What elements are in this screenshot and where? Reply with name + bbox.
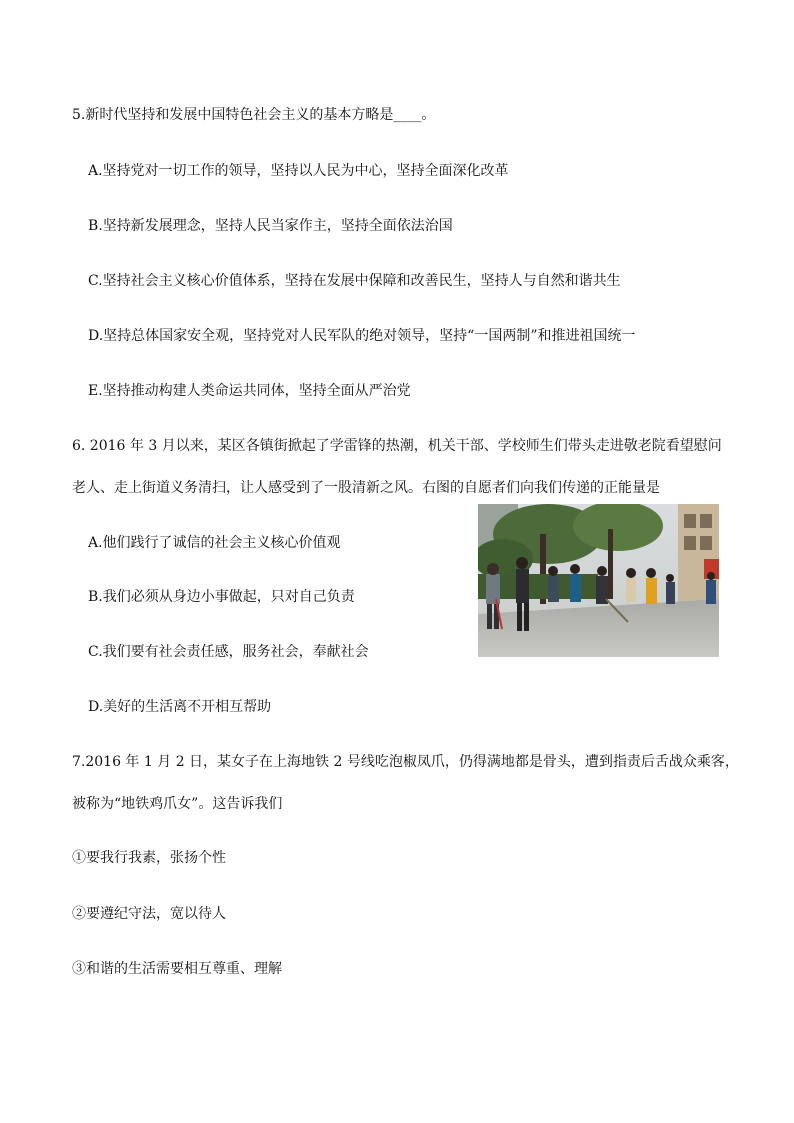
q5-option-a: A.坚持党对一切工作的领导，坚持以人民为中心，坚持全面深化改革 — [88, 163, 509, 179]
q6-option-a: A.他们践行了诚信的社会主义核心价值观 — [88, 535, 341, 551]
q5-option-b: B.坚持新发展理念，坚持人民当家作主，坚持全面依法治国 — [88, 218, 453, 234]
q5-stem: 5.新时代坚持和发展中国特色社会主义的基本方略是____。 — [72, 107, 436, 123]
q6-stem-line1: 6. 2016 年 3 月以来，某区各镇街掀起了学雷锋的热潮，机关干部、学校师生们带头走进敬老院看望慰问 — [72, 438, 722, 454]
q6-option-c: C.我们要有社会责任感，服务社会，奉献社会 — [88, 644, 369, 660]
q7-stem-line1: 7.2016 年 1 月 2 日，某女子在上海地铁 2 号线吃泡椒凤爪，仍得满地都是骨头，遭到指责后舌战众乘客， — [72, 754, 739, 770]
q6-stem-line2: 老人、走上街道义务清扫，让人感受到了一股清新之风。右图的自愿者们向我们传递的正能量是 — [72, 480, 660, 496]
q7-item-3: ③和谐的生活需要相互尊重、理解 — [72, 961, 282, 977]
q5-option-e: E.坚持推动构建人类命运共同体，坚持全面从严治党 — [88, 383, 411, 399]
q5-option-d: D.坚持总体国家安全观，坚持党对人民军队的绝对领导，坚持“一国两制”和推进祖国统一 — [88, 328, 636, 344]
q7-stem-line2: 被称为“地铁鸡爪女”。这告诉我们 — [72, 796, 283, 812]
q6-option-d: D.美好的生活离不开相互帮助 — [88, 699, 272, 715]
volunteers-street-cleaning-photo — [478, 504, 719, 657]
q7-item-2: ②要遵纪守法，宽以待人 — [72, 906, 226, 922]
q5-option-c: C.坚持社会主义核心价值体系，坚持在发展中保障和改善民生，坚持人与自然和谐共生 — [88, 273, 621, 289]
q6-option-b: B.我们必须从身边小事做起，只对自己负责 — [88, 589, 355, 605]
q7-item-1: ①要我行我素，张扬个性 — [72, 850, 226, 866]
